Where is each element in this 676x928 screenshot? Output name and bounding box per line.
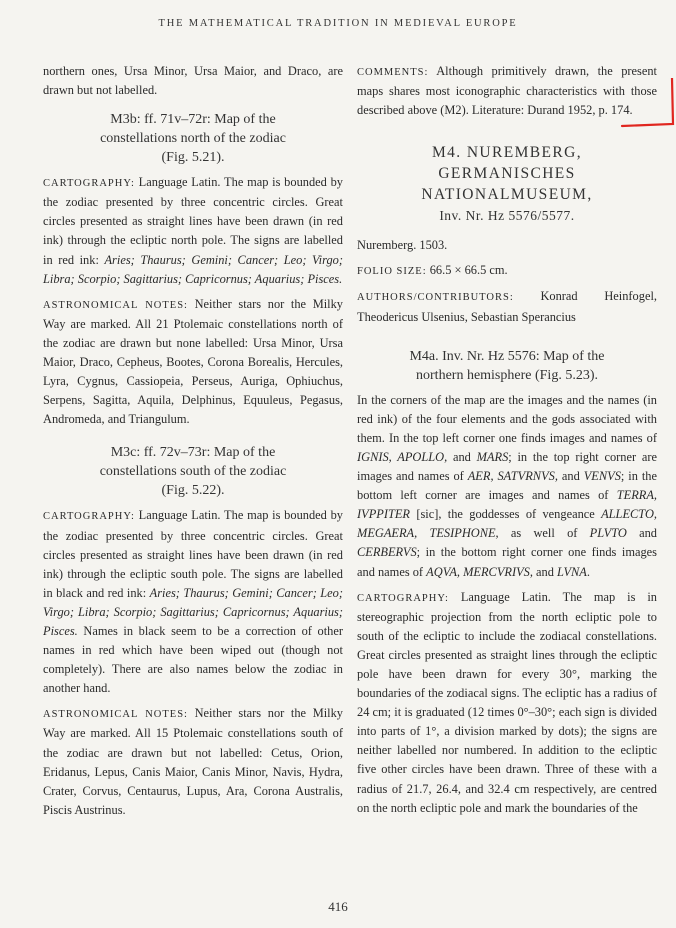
m3c-heading-line: M3c: ff. 72v–73r: Map of the — [110, 445, 276, 461]
m4-inventory-number: Inv. Nr. Hz 5576/5577. — [439, 208, 575, 224]
m3c-cartography — [43, 506, 343, 698]
authors-value: Konrad Heinfogel, Theodericus Ulsenius, Sebastian Sperancius — [357, 289, 657, 324]
folio-size-value: 66.5 × 66.5 cm. — [429, 263, 508, 278]
cartography-label: CARTOGRAPHY: — [357, 592, 449, 604]
running-head: THE MATHEMATICAL TRADITION IN MEDIEVAL EUROPE — [158, 18, 518, 29]
latin-name: CERBERVS — [357, 545, 417, 560]
right-column — [357, 62, 657, 824]
latin-name: MARS — [476, 449, 509, 464]
description-text: as well of — [498, 526, 590, 541]
description-text: and — [626, 526, 657, 541]
latin-name: VENVS — [583, 469, 621, 484]
m3b-cartography — [43, 173, 343, 289]
cartography-text: Language Latin. The map is bounded by the zodiac presented by three concentric circles. Great circles presented as straight lines have been drawn (in red ink) through the ecliptic south pole. The signs are labelled in black and red ink: — [43, 508, 343, 600]
m4-heading-line: M4. NUREMBERG, — [431, 144, 583, 162]
astronomical-notes-label: ASTRONOMICAL NOTES: — [43, 299, 188, 311]
red-annotation-mark — [620, 78, 676, 138]
m4a-heading-line: northern hemisphere (Fig. 5.23). — [416, 367, 598, 383]
m3c-heading — [43, 443, 343, 500]
folio-size — [357, 261, 657, 281]
latin-name: TERRA, IVPPITER — [357, 488, 657, 522]
latin-name: PLVTO — [589, 526, 627, 541]
comments-paragraph — [357, 62, 657, 120]
m3b-astronomical-notes — [43, 295, 343, 430]
cartography-text: Language Latin. The map is in stereographic projection from the north ecliptic pole to south of the ecliptic to include the zodiacal constellations. Great circles presented as straight lines through the ecliptic pole have been drawn for every 30°, marking the boundaries of the zodiacal signs. The ecliptic has a radius of 24 cm; it is graduated (12 times 0°–30°; each sign is divided into parts of 1°, a division marked by dots); the signs are neither labelled nor numbered. In addition to the ecliptic five other circles have been drawn. Three of these with a radius of 21.7, 26.4, and 32.4 cm respectively, are centred on the north ecliptic pole and mark the boundaries of the — [357, 589, 657, 815]
comments-label: COMMENTS: — [357, 67, 429, 78]
cartography-label: CARTOGRAPHY: — [43, 511, 135, 523]
m3c-heading-line: constellations south of the zodiac — [99, 464, 287, 480]
m4a-heading-line: M4a. Inv. Nr. Hz 5576: Map of the — [409, 348, 605, 364]
description-text: and — [447, 449, 477, 464]
zodiac-signs: Aries; Thaurus; Gemini; Cancer; Leo; Virgo; Libra; Scorpio; Sagittarius; Capricornus; Aquarius; Pisces. — [43, 252, 343, 286]
comments-text: Although primitively drawn, the present maps shares most iconographic characteristics with those described above (M2). Literature: Durand 1952, p. 174. — [357, 64, 657, 118]
description-text: In the corners of the map are the images and the names (in red ink) of the four elements and the gods associated with them. In the top left corner one finds images and names of — [357, 392, 657, 445]
m4a-description — [357, 391, 657, 582]
description-text: ; in the top right corner are images and names of — [357, 449, 657, 484]
latin-name: AQVA, MERCVRIVS, — [426, 564, 533, 579]
cartography-label: CARTOGRAPHY: — [43, 178, 135, 190]
cartography-text: Language Latin. The map is bounded by the zodiac presented by three concentric circles. Great circles presented as straight lines have been drawn (in red ink) through the ecliptic north pole. The signs are labelled in red ink: — [43, 175, 343, 267]
m3b-heading-line: (Fig. 5.21). — [161, 150, 225, 166]
latin-name: LVNA — [557, 564, 587, 579]
latin-name: AER, SATVRNVS, — [467, 469, 558, 484]
description-text: ; in the bottom left corner are images and names of — [357, 469, 657, 503]
left-column — [43, 62, 343, 826]
description-text: ; in the bottom right corner one finds images and names of — [357, 545, 657, 579]
m4-heading-line: GERMANISCHES — [438, 165, 576, 183]
description-text: and — [557, 469, 584, 484]
m3b-heading-line: M3b: ff. 71v–72r: Map of the — [110, 112, 276, 128]
m3c-heading-line: (Fig. 5.22). — [161, 483, 225, 499]
intro-paragraph: northern ones, Ursa Minor, Ursa Maior, and Draco, are drawn but not labelled. — [43, 64, 343, 98]
m4-heading-line: NATIONALMUSEUM, — [421, 186, 593, 204]
description-text: [sic], the goddesses of vengeance — [410, 507, 602, 522]
description-text: . — [586, 564, 590, 579]
m3c-astronomical-notes — [43, 704, 343, 820]
m4-heading — [357, 142, 657, 226]
astronomical-notes-label: ASTRONOMICAL NOTES: — [43, 709, 188, 721]
place-date: Nuremberg. 1503. — [357, 238, 448, 253]
m4a-cartography — [357, 588, 657, 818]
folio-size-label: FOLIO SIZE: — [357, 266, 427, 278]
page-number: 416 — [328, 899, 348, 914]
cartography-text: Names in black seem to be a correction of other names in red which have been wiped out (though not completely). There are also names below the zodiac in another hand. — [43, 623, 343, 696]
m3b-heading-line: constellations north of the zodiac — [100, 131, 286, 147]
astronomical-notes-text: Neither stars nor the Milky Way are marked. All 21 Ptolemaic constellations north of the zodiac are drawn but none labelled: Ursa Minor, Ursa Maior, Draco, Cepheus, Bootes, Corona Borealis, Hercules, Lyra, Cygnus, Cassiopeia, Perseus, Auriga, Ophiuchus, Serpens, Sagitta, Aquila, Delphinus, Equuleus, Pegasus, Andromeda, and Triangulum. — [43, 296, 343, 427]
m4a-heading — [357, 347, 657, 385]
m3b-heading — [43, 110, 343, 167]
zodiac-signs: Aries; Thaurus; Gemini; Cancer; Leo; Virgo; Libra; Scorpio; Sagittarius; Capricornus; Aquarius; Pisces. — [43, 585, 343, 638]
latin-name: ALLECTO, MEGAERA, TESIPHONE, — [357, 507, 657, 541]
astronomical-notes-text: Neither stars nor the Milky Way are marked. All 15 Ptolemaic constellations south of the zodiac are drawn but not labelled: Cetus, Orion, Eridanus, Lepus, Canis Maior, Canis Minor, Navis, Hydra, Crater, Corvus, Centaurus, Lupus, Ara, Corona Australis, Piscis Austrinus. — [43, 706, 343, 817]
latin-name: IGNIS, APOLLO, — [357, 449, 448, 464]
authors — [357, 287, 657, 326]
description-text: and — [532, 564, 558, 579]
authors-label: AUTHORS/CONTRIBUTORS: — [357, 292, 514, 304]
